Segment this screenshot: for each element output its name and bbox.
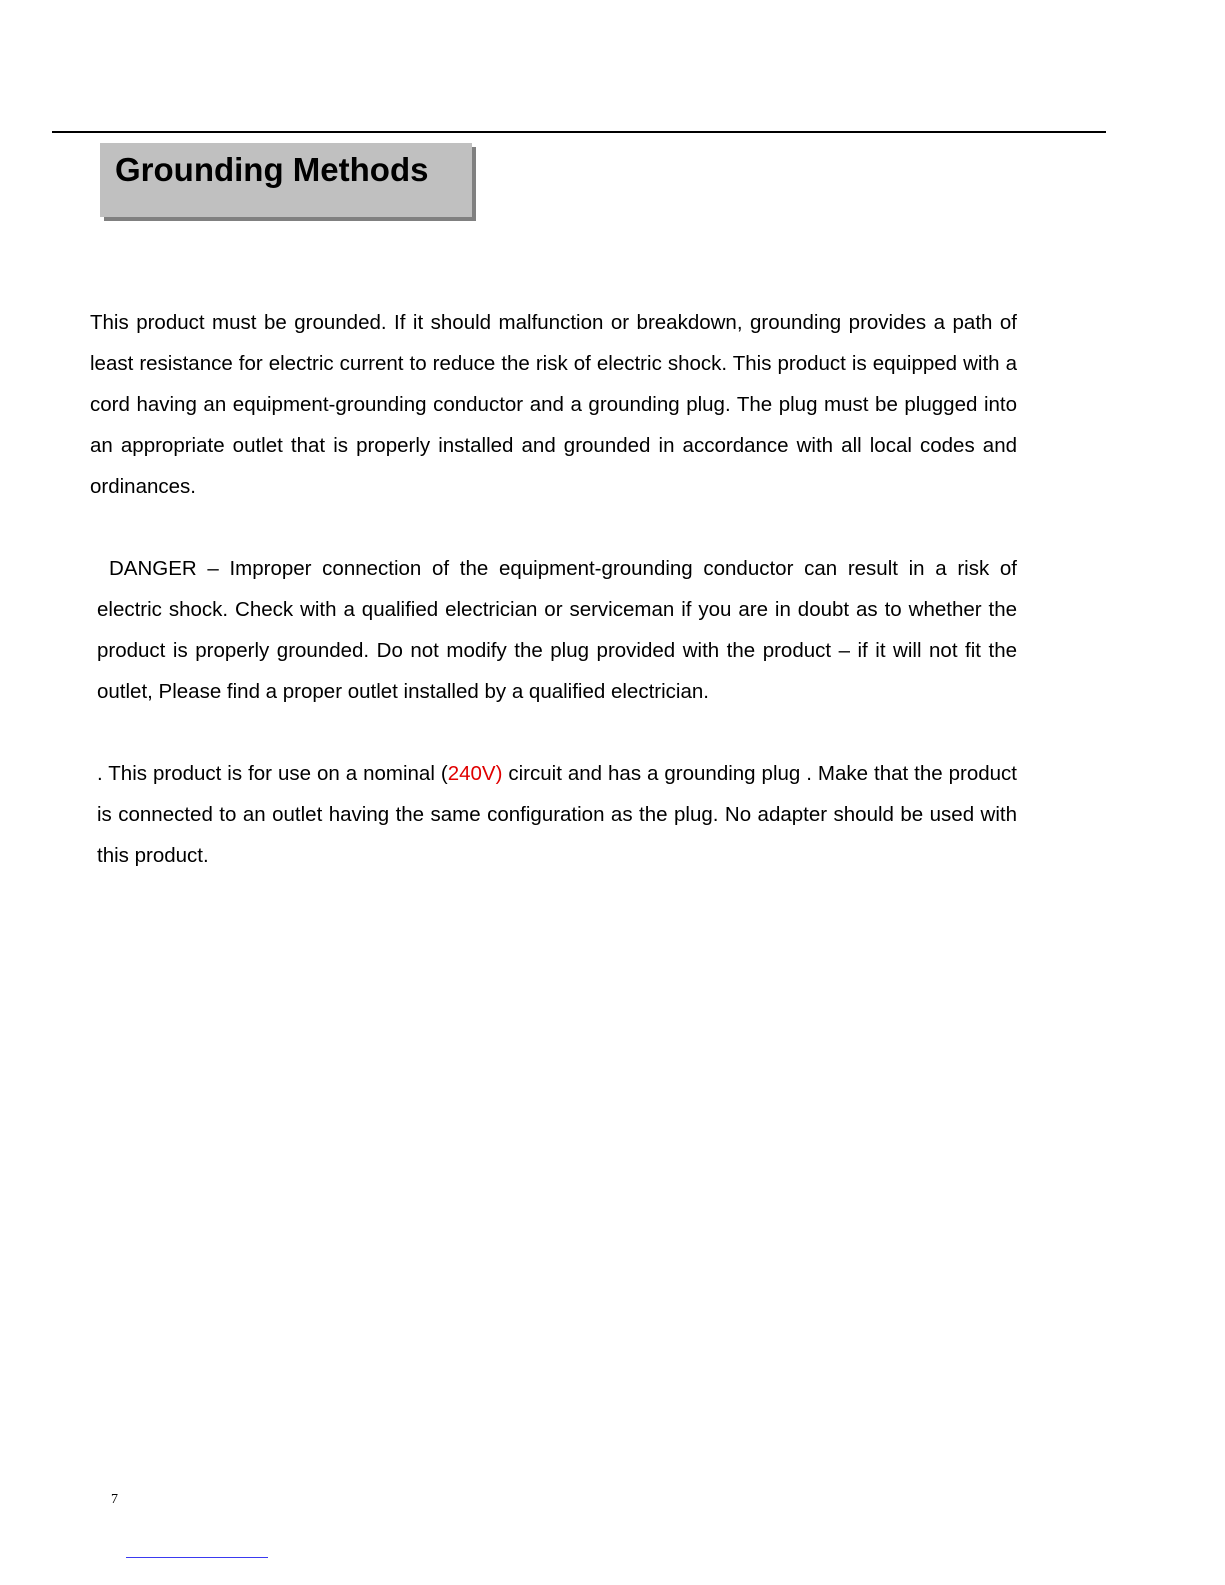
header-rule xyxy=(52,131,1106,133)
footer-rule xyxy=(126,1557,268,1558)
section-title-box xyxy=(100,143,472,217)
grounding-paragraph: This product must be grounded. If it should malfunction or breakdown, grounding provides a path of least resistance for electric current to reduce the risk of electric shock. This product is equipped with a cord having an equipment-grounding conductor and a grounding plug. The plug must be plugged into an appropriate outlet that is properly installed and grounded in accordance with all local codes and ordinances. xyxy=(90,311,1017,498)
voltage-paragraph xyxy=(97,753,1017,876)
section-title: Grounding Methods xyxy=(115,151,429,188)
page-number: 7 xyxy=(111,1492,118,1507)
voltage-value: 240V) xyxy=(447,762,503,785)
danger-paragraph: DANGER – Improper connection of the equipment-grounding conductor can result in a risk of electric shock. Check with a qualified electrician or serviceman if you are in doubt as to whether the product is properly grounded. Do not modify the plug provided with the product – if it will not fit the outlet, Please find a proper outlet installed by a qualified electrician. xyxy=(97,557,1017,703)
voltage-text-before: . This product is for use on a nominal ( xyxy=(97,762,448,785)
voltage-text-after: circuit and has a grounding plug . Make that the product is connected to an outlet having the same configuration as the plug. No adapter should be used with this product. xyxy=(97,762,1017,867)
